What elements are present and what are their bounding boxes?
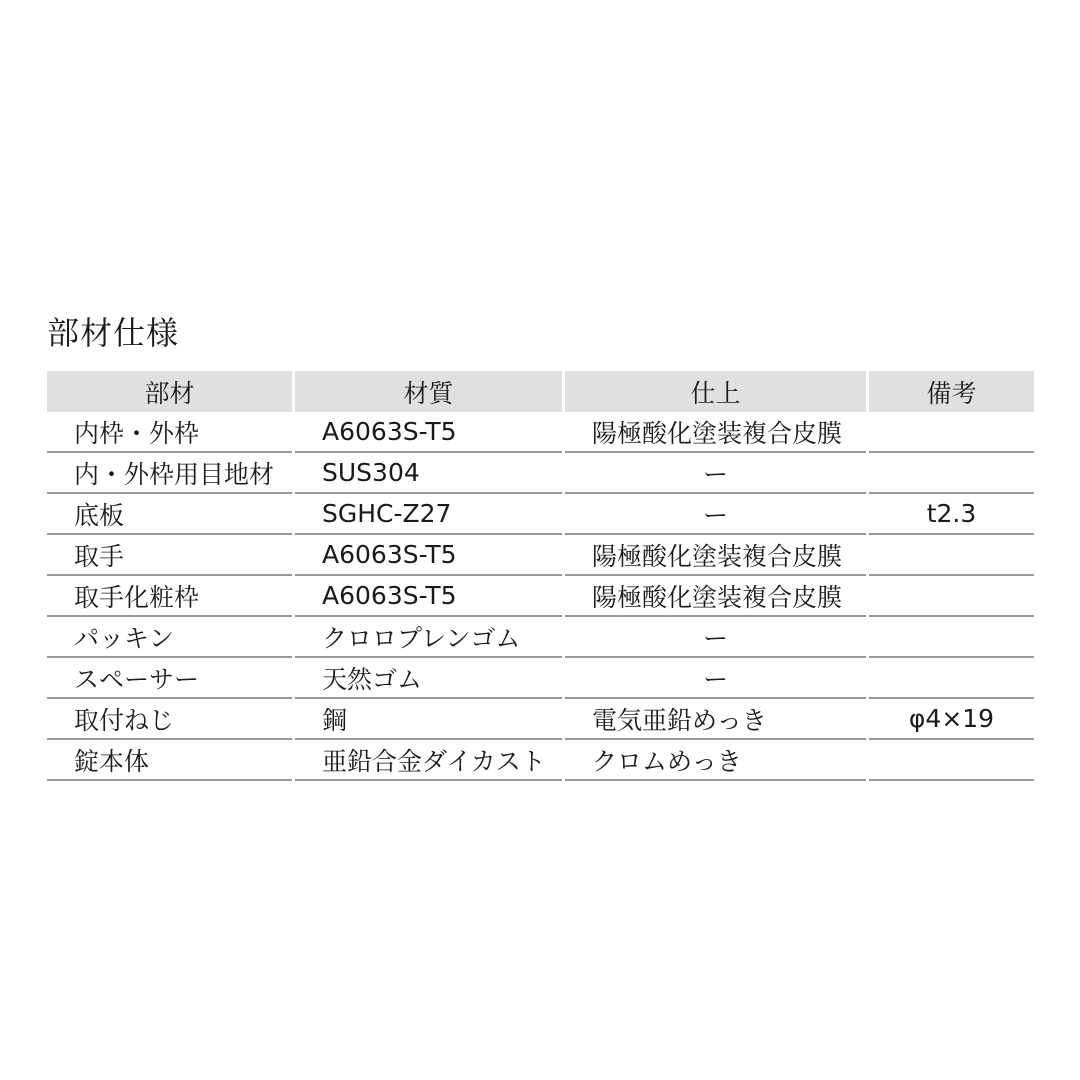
cell-component: 取手 xyxy=(47,535,292,576)
cell-finish: 陽極酸化塗装複合皮膜 xyxy=(565,535,866,576)
cell-component: パッキン xyxy=(47,617,292,658)
cell-component: 底板 xyxy=(47,494,292,535)
cell-material: A6063S-T5 xyxy=(295,576,562,617)
cell-material: 天然ゴム xyxy=(295,658,562,699)
cell-finish: ー xyxy=(565,658,866,699)
header-cell-remarks: 備考 xyxy=(869,371,1034,412)
cell-component: 内枠・外枠 xyxy=(47,412,292,453)
header-cell-material: 材質 xyxy=(295,371,562,412)
cell-finish: ー xyxy=(565,494,866,535)
cell-remarks xyxy=(869,617,1034,658)
cell-component: 取手化粧枠 xyxy=(47,576,292,617)
header-cell-finish: 仕上 xyxy=(565,371,866,412)
page-title: 部材仕様 xyxy=(47,314,180,352)
cell-material: 鋼 xyxy=(295,699,562,740)
cell-component: 錠本体 xyxy=(47,740,292,781)
cell-finish: ー xyxy=(565,617,866,658)
cell-remarks: t2.3 xyxy=(869,494,1034,535)
cell-material: A6063S-T5 xyxy=(295,412,562,453)
cell-finish: 陽極酸化塗装複合皮膜 xyxy=(565,576,866,617)
spec-table xyxy=(47,371,1034,781)
cell-material: A6063S-T5 xyxy=(295,535,562,576)
header-cell-component: 部材 xyxy=(47,371,292,412)
cell-finish: クロムめっき xyxy=(565,740,866,781)
cell-remarks xyxy=(869,576,1034,617)
cell-finish: 電気亜鉛めっき xyxy=(565,699,866,740)
cell-remarks: φ4×19 xyxy=(869,699,1034,740)
cell-finish: ー xyxy=(565,453,866,494)
cell-component: 取付ねじ xyxy=(47,699,292,740)
cell-material: SGHC-Z27 xyxy=(295,494,562,535)
cell-material: クロロプレンゴム xyxy=(295,617,562,658)
cell-remarks xyxy=(869,658,1034,699)
cell-remarks xyxy=(869,535,1034,576)
cell-material: 亜鉛合金ダイカスト xyxy=(295,740,562,781)
cell-material: SUS304 xyxy=(295,453,562,494)
cell-remarks xyxy=(869,453,1034,494)
cell-remarks xyxy=(869,412,1034,453)
cell-finish: 陽極酸化塗装複合皮膜 xyxy=(565,412,866,453)
cell-component: スペーサー xyxy=(47,658,292,699)
cell-component: 内・外枠用目地材 xyxy=(47,453,292,494)
cell-remarks xyxy=(869,740,1034,781)
